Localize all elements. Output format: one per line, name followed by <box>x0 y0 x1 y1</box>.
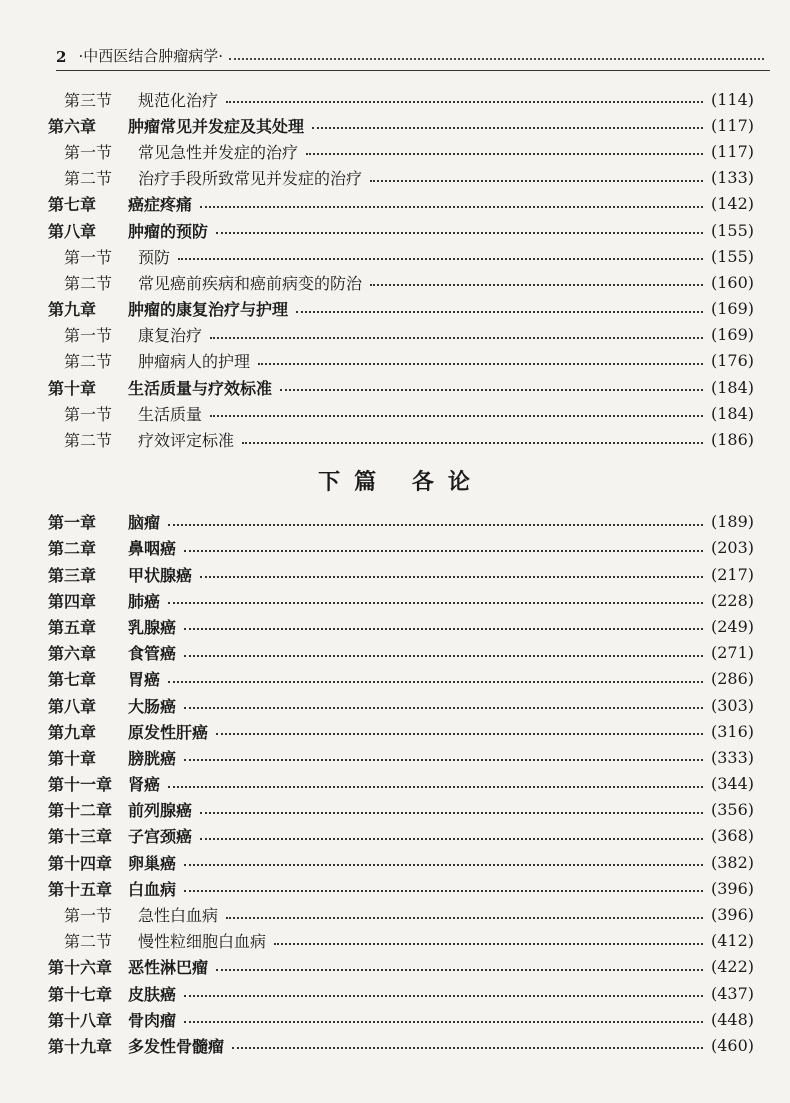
entry-number: 第二章 <box>48 539 97 559</box>
entry-title: 预防 <box>138 247 171 267</box>
entry-page: (184) <box>710 403 754 423</box>
dot-leader <box>200 576 703 578</box>
entry-title: 慢性粒细胞白血病 <box>138 932 267 952</box>
dot-leader <box>200 812 703 814</box>
dot-leader <box>274 943 703 945</box>
toc-entry-chapter <box>48 823 754 849</box>
entry-page: (203) <box>710 538 754 558</box>
entry-title: 原发性肝癌 <box>128 722 209 742</box>
entry-title: 膀胱癌 <box>128 748 177 768</box>
entry-title: 肿瘤病人的护理 <box>138 352 251 372</box>
entry-title: 常见急性并发症的治疗 <box>138 142 299 162</box>
entry-page: (184) <box>710 377 754 397</box>
entry-page: (448) <box>710 1009 754 1029</box>
dot-leader <box>168 681 703 683</box>
entry-title: 鼻咽癌 <box>128 539 177 559</box>
toc-entry-chapter <box>48 1006 754 1032</box>
entry-page: (217) <box>710 564 754 584</box>
entry-title: 康复治疗 <box>138 326 203 346</box>
entry-page: (333) <box>710 747 754 767</box>
entry-number: 第十三章 <box>48 827 113 847</box>
toc-entry-chapter <box>48 954 754 980</box>
entry-number: 第二节 <box>64 431 113 451</box>
entry-title: 急性白血病 <box>138 906 219 926</box>
dot-leader <box>216 733 703 735</box>
entry-number: 第二节 <box>64 273 113 293</box>
toc-entry-section <box>48 269 754 295</box>
entry-page: (356) <box>710 800 754 820</box>
entry-title: 生活质量 <box>138 404 203 424</box>
entry-page: (437) <box>710 983 754 1003</box>
entry-title: 骨肉瘤 <box>128 1010 177 1030</box>
dot-leader <box>226 101 703 103</box>
entry-title: 子宫颈癌 <box>128 827 193 847</box>
toc-entry-chapter <box>48 666 754 692</box>
entry-title: 肿瘤常见并发症及其处理 <box>128 116 305 136</box>
entry-page: (382) <box>710 852 754 872</box>
toc-upper-list <box>48 86 754 453</box>
entry-page: (368) <box>710 826 754 846</box>
entry-title: 卵巢癌 <box>128 853 177 873</box>
entry-number: 第七章 <box>48 670 97 690</box>
toc-entry-section <box>48 348 754 374</box>
entry-page: (396) <box>710 905 754 925</box>
entry-title: 甲状腺癌 <box>128 565 193 585</box>
entry-page: (176) <box>710 351 754 371</box>
entry-page: (344) <box>710 774 754 794</box>
entry-page: (249) <box>710 616 754 636</box>
entry-title: 前列腺癌 <box>128 801 193 821</box>
entry-page: (169) <box>710 325 754 345</box>
dot-leader <box>184 864 703 866</box>
dot-leader <box>242 442 703 444</box>
entry-page: (460) <box>710 1035 754 1055</box>
toc-entry-chapter <box>48 613 754 639</box>
entry-number: 第十五章 <box>48 879 113 899</box>
entry-page: (186) <box>710 430 754 450</box>
entry-title: 常见癌前疾病和癌前病变的防治 <box>138 273 363 293</box>
entry-number: 第二节 <box>64 169 113 189</box>
toc-entry-chapter <box>48 1032 754 1058</box>
entry-number: 第八章 <box>48 221 97 241</box>
dot-leader <box>184 655 703 657</box>
entry-number: 第四章 <box>48 591 97 611</box>
entry-page: (422) <box>710 957 754 977</box>
entry-title: 多发性骨髓瘤 <box>128 1036 225 1056</box>
dot-leader <box>312 127 703 129</box>
toc-entry-section <box>48 322 754 348</box>
dot-leader <box>210 337 703 339</box>
dot-leader <box>210 415 703 417</box>
dot-leader <box>168 524 703 526</box>
toc-entry-chapter <box>48 112 754 138</box>
toc-entry-chapter <box>48 797 754 823</box>
entry-title: 疗效评定标准 <box>138 431 235 451</box>
dot-leader <box>200 838 703 840</box>
dot-leader <box>184 707 703 709</box>
entry-page: (155) <box>710 220 754 240</box>
entry-page: (142) <box>710 194 754 214</box>
entry-page: (412) <box>710 931 754 951</box>
toc-entry-chapter <box>48 217 754 243</box>
toc-entry-section <box>48 138 754 164</box>
toc-entry-section <box>48 901 754 927</box>
toc-entry-chapter <box>48 296 754 322</box>
entry-number: 第六章 <box>48 644 97 664</box>
toc-entry-section <box>48 86 754 112</box>
table-of-contents <box>48 86 754 1059</box>
entry-title: 肿瘤的预防 <box>128 221 209 241</box>
dot-leader <box>370 180 703 182</box>
toc-entry-chapter <box>48 587 754 613</box>
running-title: ·中西医结合肿瘤病学· <box>78 47 223 65</box>
dot-leader <box>216 232 703 234</box>
entry-title: 白血病 <box>128 879 177 899</box>
entry-page: (114) <box>710 89 754 109</box>
toc-entry-chapter <box>48 509 754 535</box>
dot-leader <box>184 628 703 630</box>
entry-page: (228) <box>710 590 754 610</box>
entry-number: 第一节 <box>64 404 113 424</box>
dot-leader <box>184 550 703 552</box>
toc-entry-chapter <box>48 875 754 901</box>
dot-leader <box>184 759 703 761</box>
entry-title: 肾癌 <box>128 775 161 795</box>
toc-entry-section <box>48 426 754 452</box>
entry-title: 胃癌 <box>128 670 161 690</box>
dot-leader <box>184 995 703 997</box>
toc-entry-chapter <box>48 374 754 400</box>
entry-title: 脑瘤 <box>128 513 161 533</box>
page-number: 2 <box>56 48 67 66</box>
running-header <box>56 40 770 71</box>
dot-leader <box>370 284 703 286</box>
dot-leader <box>168 602 703 604</box>
entry-number: 第三节 <box>64 90 113 110</box>
entry-number: 第一节 <box>64 142 113 162</box>
toc-lower-list <box>48 509 754 1059</box>
dot-leader <box>280 389 703 391</box>
toc-entry-section <box>48 165 754 191</box>
entry-title: 生活质量与疗效标准 <box>128 378 273 398</box>
toc-entry-chapter <box>48 718 754 744</box>
entry-number: 第九章 <box>48 722 97 742</box>
entry-title: 大肠癌 <box>128 696 177 716</box>
entry-number: 第六章 <box>48 116 97 136</box>
entry-number: 第九章 <box>48 300 97 320</box>
dot-leader <box>232 1047 703 1049</box>
toc-entry-section <box>48 243 754 269</box>
entry-page: (160) <box>710 272 754 292</box>
entry-page: (303) <box>710 695 754 715</box>
dot-leader <box>306 153 703 155</box>
toc-entry-section <box>48 400 754 426</box>
entry-number: 第十章 <box>48 748 97 768</box>
entry-page: (189) <box>710 512 754 532</box>
toc-entry-section <box>48 928 754 954</box>
toc-entry-chapter <box>48 640 754 666</box>
entry-page: (117) <box>710 141 754 161</box>
toc-entry-chapter <box>48 535 754 561</box>
entry-title: 治疗手段所致常见并发症的治疗 <box>138 169 363 189</box>
entry-number: 第二节 <box>64 932 113 952</box>
entry-page: (316) <box>710 721 754 741</box>
entry-page: (396) <box>710 878 754 898</box>
toc-entry-chapter <box>48 191 754 217</box>
entry-number: 第三章 <box>48 565 97 585</box>
dot-leader <box>226 917 703 919</box>
dot-leader <box>184 890 703 892</box>
entry-number: 第十一章 <box>48 775 113 795</box>
dot-leader <box>168 786 703 788</box>
entry-number: 第十八章 <box>48 1010 113 1030</box>
entry-number: 第七章 <box>48 195 97 215</box>
toc-entry-chapter <box>48 849 754 875</box>
toc-entry-chapter <box>48 980 754 1006</box>
toc-entry-chapter <box>48 771 754 797</box>
entry-number: 第一章 <box>48 513 97 533</box>
dot-leader <box>184 1021 703 1023</box>
entry-number: 第十章 <box>48 378 97 398</box>
entry-page: (169) <box>710 299 754 319</box>
entry-title: 规范化治疗 <box>138 90 219 110</box>
dot-leader <box>296 311 703 313</box>
entry-title: 癌症疼痛 <box>128 195 193 215</box>
entry-page: (286) <box>710 669 754 689</box>
entry-number: 第一节 <box>64 326 113 346</box>
entry-page: (117) <box>710 115 754 135</box>
entry-number: 第十七章 <box>48 984 113 1004</box>
entry-title: 乳腺癌 <box>128 617 177 637</box>
entry-number: 第十四章 <box>48 853 113 873</box>
toc-entry-chapter <box>48 692 754 718</box>
dot-leader <box>216 969 703 971</box>
dot-leader <box>200 206 703 208</box>
entry-number: 第一节 <box>64 247 113 267</box>
entry-number: 第五章 <box>48 617 97 637</box>
entry-title: 肺癌 <box>128 591 161 611</box>
entry-page: (271) <box>710 643 754 663</box>
entry-number: 第十六章 <box>48 958 113 978</box>
header-leader <box>229 58 764 60</box>
entry-number: 第十二章 <box>48 801 113 821</box>
entry-title: 肿瘤的康复治疗与护理 <box>128 300 289 320</box>
entry-page: (155) <box>710 246 754 266</box>
entry-title: 食管癌 <box>128 644 177 664</box>
entry-number: 第二节 <box>64 352 113 372</box>
toc-entry-chapter <box>48 561 754 587</box>
entry-page: (133) <box>710 168 754 188</box>
toc-entry-chapter <box>48 744 754 770</box>
entry-title: 恶性淋巴瘤 <box>128 958 209 978</box>
entry-number: 第八章 <box>48 696 97 716</box>
entry-title: 皮肤癌 <box>128 984 177 1004</box>
dot-leader <box>178 258 703 260</box>
dot-leader <box>258 363 703 365</box>
part-title: 下篇 各论 <box>318 469 484 496</box>
entry-number: 第十九章 <box>48 1036 113 1056</box>
entry-number: 第一节 <box>64 906 113 926</box>
